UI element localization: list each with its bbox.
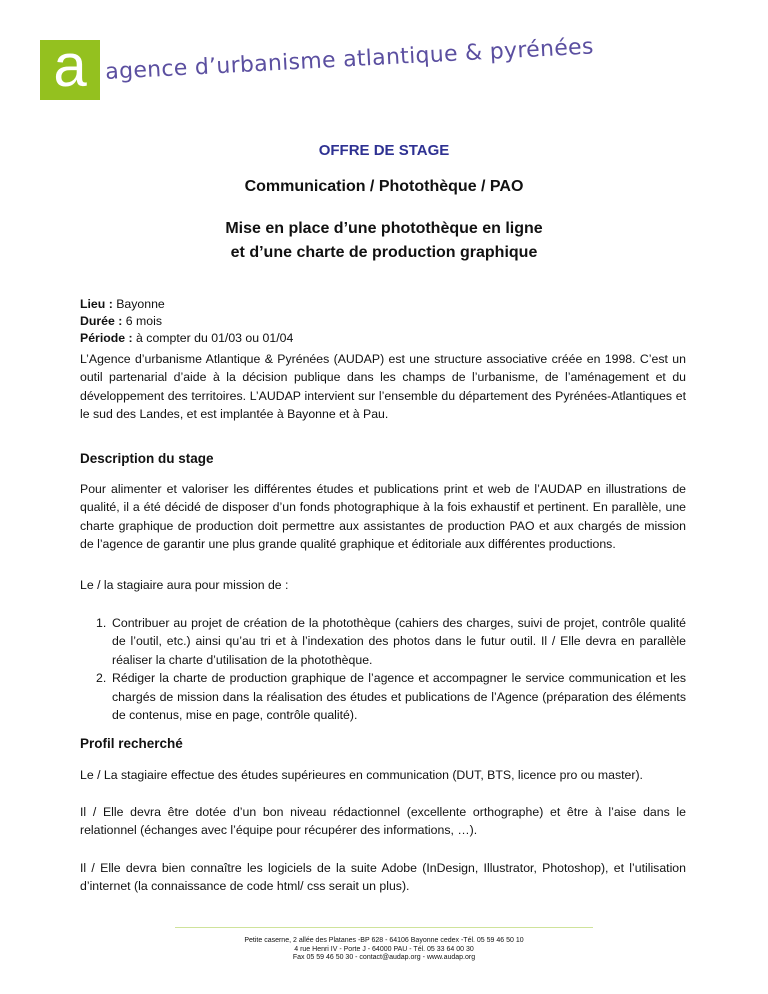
list-item-number: 1. — [96, 616, 107, 630]
offer-title: OFFRE DE STAGE — [318, 142, 450, 159]
periode-value: à compter du 01/03 ou 01/04 — [132, 331, 294, 345]
detail-lieu — [80, 296, 293, 313]
mission-title — [0, 217, 768, 265]
intro-paragraph: L’Agence d’urbanisme Atlantique & Pyrénées (AUDAP) est une structure associative créée en 1998. C’est un outil partenarial d’aide à la décision publique dans les champs de l’urbanisme, de l’aménagement et du développement des territoires. L’AUDAP intervient sur l’ensemble du département des Pyrénées-Atlantiques et le sud des Landes, et est implantée à Bayonne et à Pau. — [80, 352, 686, 422]
mission-title-line-2: et d’une charte de production graphique — [230, 244, 538, 261]
lieu-value: Bayonne — [112, 297, 165, 311]
footer-line-1: Petite caserne, 2 allée des Platanes -BP 628 - 64106 Bayonne cedex -Tél. 05 59 46 50 10 — [244, 937, 524, 944]
list-item-text: Contribuer au projet de création de la photothèque (cahiers des charges, suivi de projet, contrôle qualité de l’outil, etc.) ainsi qu’au tri et à l’indexation des photos dans le futur outil. Il / Elle devra en parallèle réaliser la charte d’utilisation de la photothèque. — [112, 616, 686, 667]
periode-label: Période : — [80, 331, 133, 345]
footer-line-2: 4 rue Henri IV - Porte J - 64000 PAU - Tél. 05 33 64 00 30 — [294, 945, 474, 953]
mission-list — [80, 614, 686, 724]
list-item-text: Rédiger la charte de production graphique de l’agence et accompagner le service communication et les chargés de mission dans la réalisation des études et publications de l’Agence (préparation des éléments de contenus, mise en page, contrôle qualité). — [112, 671, 686, 723]
detail-periode — [80, 330, 293, 347]
mission-title-line-1: Mise en place d’une photothèque en ligne — [225, 220, 543, 237]
profile-paragraph-3: Il / Elle devra bien connaître les logiciels de la suite Adobe (InDesign, Illustrator, Photoshop), et l’utilisation d’internet (la connaissance de code html/ css serait un plus). — [80, 861, 686, 894]
detail-duree — [80, 313, 293, 330]
footer-address — [0, 937, 768, 963]
footer-line-3: Fax 05 59 46 50 30 - contact@audap.org - www.audap.org — [292, 954, 476, 961]
duree-value: 6 mois — [122, 314, 163, 328]
list-item-number: 2. — [96, 671, 107, 686]
duree-label: Durée : — [80, 314, 123, 328]
offer-details — [80, 296, 293, 347]
list-item — [80, 614, 686, 669]
logo-letter: a — [53, 32, 87, 99]
footer-divider — [175, 927, 593, 928]
domain-title: Communication / Photothèque / PAO — [244, 178, 524, 195]
profile-heading: Profil recherché — [80, 736, 183, 751]
description-heading: Description du stage — [80, 451, 214, 466]
list-item — [80, 669, 686, 724]
description-paragraph: Pour alimenter et valoriser les différentes études et publications print et web de l’AUDAP en illustrations de qualité, il a été décidé de disposer d’un fonds photographique à la fois exhaustif et pertinent. En parallèle, une charte graphique de production doit permettre aux assistantes de production PAO et aux chargés de mission de l’agence de garantir une plus grande qualité graphique et éditoriale aux différentes productions. — [80, 482, 686, 552]
lieu-label: Lieu : — [80, 297, 113, 311]
mission-intro: Le / la stagiaire aura pour mission de : — [80, 578, 289, 592]
profile-paragraph-1: Le / La stagiaire effectue des études supérieures en communication (DUT, BTS, licence pro ou master). — [80, 768, 643, 782]
profile-paragraph-2: Il / Elle devra être dotée d’un bon niveau rédactionnel (excellente orthographe) et être à l’aise dans le relationnel (échanges avec l’équipe pour récupérer des informations, …). — [80, 805, 686, 838]
agency-logo — [40, 32, 100, 100]
agency-name: agence d’urbanisme atlantique & pyrénées — [104, 34, 595, 85]
